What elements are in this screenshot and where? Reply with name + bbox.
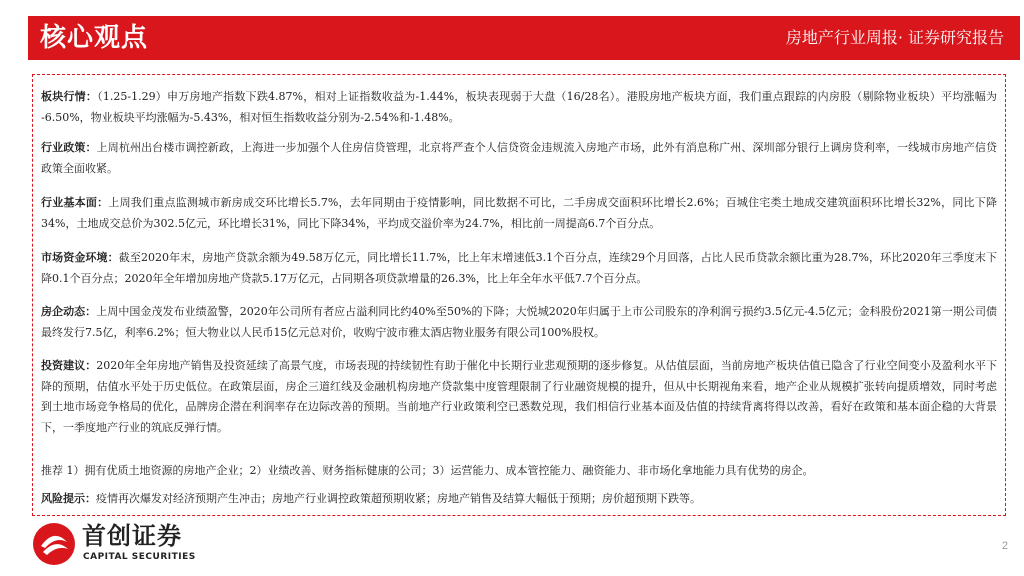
section-lead: 投资建议： — [41, 359, 97, 372]
header-bar — [28, 16, 1020, 60]
section-text: 上周我们重点监测城市新房成交环比增长5.7%，去年同期由于疫情影响，同比数据不可比，二手房成交面积环比增长2.6%；百城住宅类土地成交建筑面积环比增长32%，同比下降34%，土地成交总价为302.5亿元，环比增长31%，同比下降34%，平均成交溢价率为24.7%，相比前一周提高6.7个百分点。 — [41, 196, 997, 230]
section-lead: 行业基本面： — [41, 196, 109, 209]
section-text: 上周杭州出台楼市调控新政，上海进一步加强个人住房信贷管理，北京将严查个人信贷资金违规流入房地产市场，此外有消息称广州、深圳部分银行上调房贷利率，一线城市房地产信贷政策全面收紧。 — [41, 141, 997, 175]
section-funding — [41, 248, 997, 289]
section-text: 截至2020年末，房地产贷款余额为49.58万亿元，同比增长11.7%，比上年末增速低3.1个百分点，连续29个月回落，占比人民币贷款余额比重为28.7%，环比2020年三季度末下降0.1个百分点；2020年全年增加房地产贷款5.17万亿元，占同期各项贷款增量的26.3%，比上年全年水平低7.7个百分点。 — [41, 251, 998, 285]
section-lead: 行业政策： — [41, 141, 97, 154]
logo-mark-icon — [32, 522, 76, 566]
section-text: 推荐 1）拥有优质土地资源的房地产企业；2）业绩改善、财务指标健康的公司；3）运营能力、成本管控能力、融资能力、非市场化拿地能力具有优势的房企。 — [41, 464, 814, 477]
section-lead: 板块行情： — [41, 90, 98, 103]
section-text: 2020年全年房地产销售及投资延续了高景气度，市场表现的持续韧性有助于催化中长期行业悲观预期的逐步修复。从估值层面，当前房地产板块估值已隐含了行业空间变小及盈利水平下降的预期，估值水平处于历史低位。在政策层面，房企三道红线及金融机构房地产贷款集中度管理限制了行业融资规模的提升，但从中长期视角来看，地产企业从规模扩张转向提质增效，同时考虑到土地市场竞争格局的优化，品牌房企潜在利润率存在边际改善的预期。当前地产行业政策利空已悉数兑现，我们相信行业基本面及估值的持续背离将得以改善，看好在政策和基本面企稳的大背景下，一季度地产行业的筑底反弹行情。 — [41, 359, 998, 434]
section-lead: 房企动态： — [41, 305, 97, 318]
section-text: （1.25-1.29）申万房地产指数下跌4.87%，相对上证指数收益为-1.44%，板块表现弱于大盘（16/28名）。港股房地产板块方面，我们重点跟踪的内房股（剔除物业板块）平均涨幅为 -6.50%，物业板块平均涨幅为-5.43%，相对恒生指数收益分别为-2.54%和-1.48%。 — [41, 90, 997, 124]
report-type-label: 房地产行业周报· 证券研究报告 — [785, 28, 1004, 47]
key-points-box — [32, 74, 1006, 516]
company-logo — [32, 522, 232, 566]
section-risk — [41, 489, 997, 510]
section-text: 疫情再次爆发对经济预期产生冲击；房地产行业调控政策超预期收紧；房地产销售及结算大幅低于预期；房价超预期下跌等。 — [96, 492, 701, 505]
section-market — [41, 87, 997, 128]
logo-chinese-text: 首创证券 — [82, 522, 182, 550]
section-investment-advice — [41, 356, 997, 438]
section-policy — [41, 138, 997, 179]
section-lead: 风险提示： — [41, 492, 96, 505]
section-recommendation — [41, 461, 997, 482]
page-title: 核心观点 — [40, 23, 149, 53]
logo-english-text: CAPITAL SECURITIES — [83, 552, 196, 562]
section-text: 上周中国金茂发布业绩盈警，2020年公司所有者应占溢利同比约40%至50%的下降；大悦城2020年归属于上市公司股东的净利润亏损约3.5亿元-4.5亿元；金科股份2021第一期公司债最终发行7.5亿，利率6.2%；恒大物业以人民币15亿元总对价，收购宁波市雅太酒店物业服务有限公司100%股权。 — [41, 305, 997, 339]
section-lead: 市场资金环境： — [41, 251, 119, 264]
page-number: 2 — [1001, 540, 1008, 552]
section-fundamentals — [41, 193, 997, 234]
section-company-news — [41, 302, 997, 343]
